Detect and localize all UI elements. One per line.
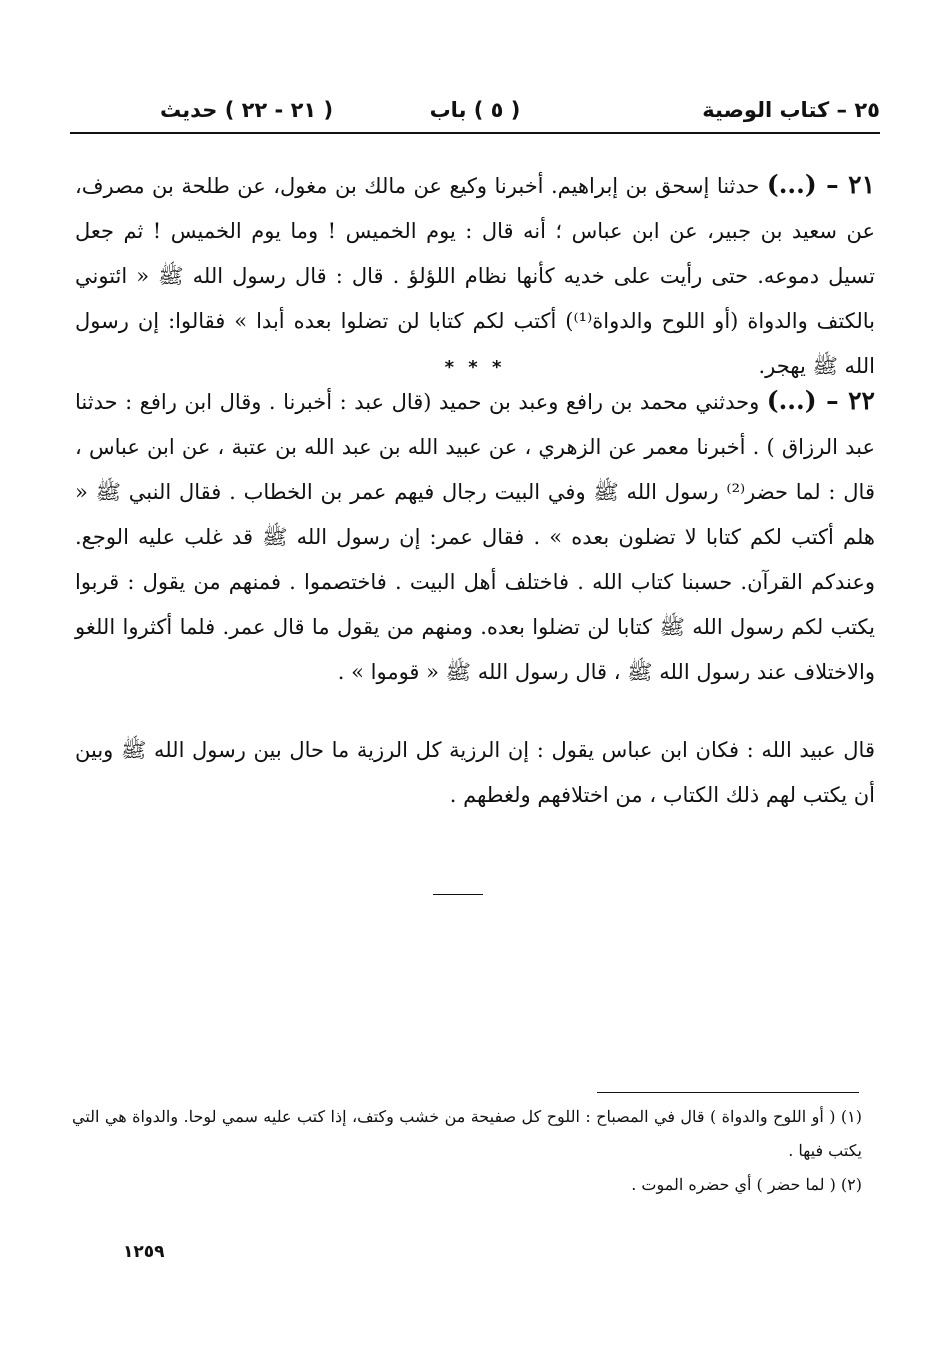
chapter-label: ( ٥ ) باب — [429, 98, 521, 122]
section-separator: * * * — [444, 357, 506, 378]
hadith-21-text: حدثنا إسحق بن إبراهيم. أخبرنا وكيع عن مالك بن مغول، عن طلحة بن مصرف، عن سعيد بن جبير، عن ابن عباس ؛ أنه قال : يوم الخميس ! وما يوم الخميس ! ثم جعل تسيل دموعه. حتى رأيت على خديه كأنها نظام اللؤلؤ . قال : قال رسول الله ﷺ « ائتوني بالكتف والدواة (أو اللوح والدواة⁽¹⁾) أكتب لكم كتابا لن تضلوا بعده أبدا » فقالوا: إن رسول الله ﷺ يهجر. — [75, 174, 875, 378]
end-divider — [433, 894, 483, 895]
hadith-22-commentary — [75, 728, 875, 818]
footnote-2: (٢) ( لما حضر ) أي حضره الموت . — [631, 1175, 862, 1194]
hadith-range: ( ٢١ - ٢٢ ) حديث — [160, 98, 334, 122]
page-header — [70, 98, 880, 132]
footnotes — [72, 1100, 862, 1202]
footnote-1: (١) ( أو اللوح والدواة ) قال في المصباح : اللوح كل صفيحة من خشب وكتف، إذا كتب عليه سمي لوحا. والدواة هي التي يكتب فيها . — [72, 1107, 862, 1160]
hadith-22-text: وحدثني محمد بن رافع وعبد بن حميد (قال عبد : أخبرنا . وقال ابن رافع : حدثنا عبد الرزاق ) . أخبرنا معمر عن الزهري ، عن عبيد الله بن عبد الله بن عتبة ، عن ابن عباس ، قال : لما حضر⁽²⁾ رسول الله ﷺ وفي البيت رجال فيهم عمر بن الخطاب . فقال النبي ﷺ « هلم أكتب لكم كتابا لا تضلون بعده » . فقال عمر: إن رسول الله ﷺ قد غلب عليه الوجع. وعندكم القرآن. حسبنا كتاب الله . فاختلف أهل البيت . فاختصموا . فمنهم من يقول : قربوا يكتب لكم رسول الله ﷺ كتابا لن تضلوا بعده. ومنهم من يقول ما قال عمر. فلما أكثروا اللغو والاختلاف عند رسول الله ﷺ ، قال رسول الله ﷺ « قوموا » . — [75, 390, 875, 684]
hadith-21-number: ٢١ – (...) — [766, 170, 875, 199]
header-divider — [70, 132, 880, 134]
hadith-22-note: قال عبيد الله : فكان ابن عباس يقول : إن الرزية كل الرزية ما حال بين رسول الله ﷺ وبين أن يكتب لهم ذلك الكتاب ، من اختلافهم ولغطهم . — [75, 738, 875, 807]
hadith-22-number: ٢٢ – (...) — [766, 386, 875, 415]
hadith-21 — [75, 162, 875, 389]
book-title: ٢٥ – كتاب الوصية — [702, 98, 880, 122]
footnote-divider — [597, 1092, 859, 1093]
page-number: ١٢٥٩ — [123, 1242, 165, 1262]
hadith-22 — [75, 378, 875, 695]
